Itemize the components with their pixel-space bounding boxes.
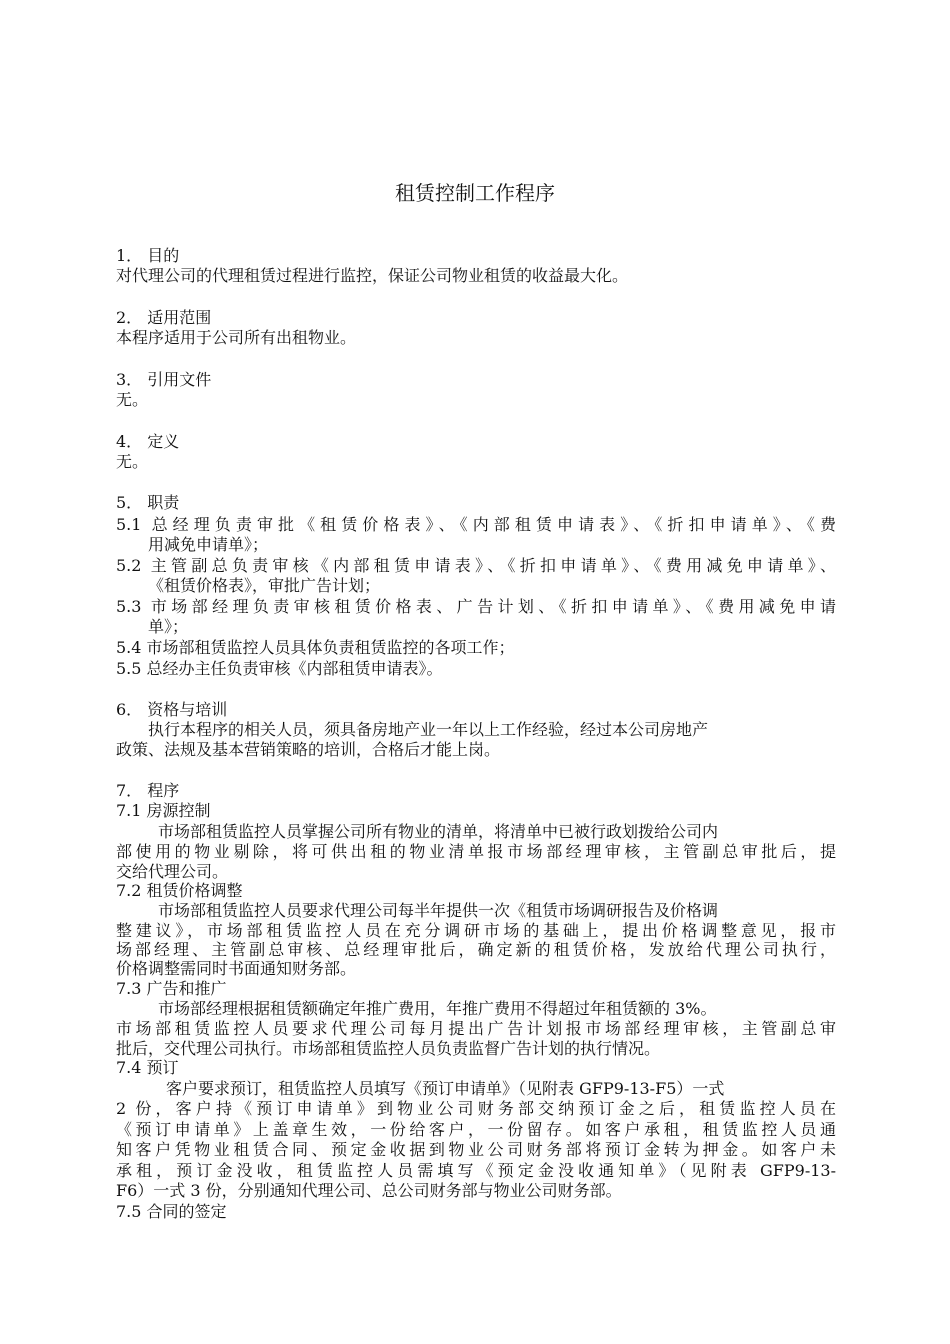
section-heading-responsibilities: 5． 职责 [116, 493, 180, 512]
section-heading-qualification: 6． 资格与培训 [116, 700, 228, 719]
section-heading-scope: 2． 适用范围 [116, 308, 212, 327]
paragraph-line: 对代理公司的代理租赁过程进行监控，保证公司物业租赁的收益最大化。 [116, 266, 629, 285]
paragraph-line: F6）一式 3 份，分别通知代理公司、总公司财务部与物业公司财务部。 [116, 1181, 622, 1200]
list-item-5-2-cont: 《租赁价格表》，审批广告计划； [148, 576, 381, 595]
document-title: 租赁控制工作程序 [395, 181, 555, 205]
subsection-heading-7-5: 7.5 合同的签定 [116, 1202, 227, 1221]
paragraph-line: 本程序适用于公司所有出租物业。 [116, 328, 357, 347]
list-item-5-1-cont: 用减免申请单》； [148, 535, 269, 554]
list-item-5-2: 5.2 主管副总负责审核《内部租赁申请表》、《折扣申请单》、《费用减免申请单》、 [116, 556, 836, 575]
paragraph-line: 2 份，客户持《预订申请单》到物业公司财务部交纳预订金之后，租赁监控人员在 [116, 1099, 836, 1118]
paragraph-line: 市场部经理根据租赁额确定年推广费用，年推广费用不得超过年租赁额的 3%。 [158, 999, 717, 1018]
paragraph-line: 市场部租赁监控人员要求代理公司每月提出广告计划报市场部经理审核，主管副总审 [116, 1019, 836, 1038]
subsection-heading-7-1: 7.1 房源控制 [116, 801, 211, 820]
list-item-5-5: 5.5 总经办主任负责审核《内部租赁申请表》。 [116, 659, 443, 678]
paragraph-line: 无。 [116, 452, 149, 471]
section-heading-references: 3． 引用文件 [116, 370, 212, 389]
paragraph-line: 场部经理、主管副总审核、总经理审批后，确定新的租赁价格，发放给代理公司执行， [116, 940, 836, 959]
paragraph-line: 客户要求预订，租赁监控人员填写《预订申请单》（见附表 GFP9-13-F5）一式 [166, 1079, 725, 1098]
paragraph-line: 承租，预订金没收，租赁监控人员需填写《预定金没收通知单》（见附表 GFP9-13- [116, 1161, 836, 1180]
paragraph-line: 部使用的物业剔除，将可供出租的物业清单报市场部经理审核，主管副总审批后，提 [116, 842, 836, 861]
list-item-5-4: 5.4 市场部租赁监控人员具体负责租赁监控的各项工作； [116, 638, 515, 657]
paragraph-line: 《预订申请单》上盖章生效，一份给客户，一份留存。如客户承租，租赁监控人员通 [116, 1120, 836, 1139]
section-heading-purpose: 1． 目的 [116, 246, 180, 265]
subsection-heading-7-4: 7.4 预订 [116, 1058, 179, 1077]
paragraph-line: 整建议》，市场部租赁监控人员在充分调研市场的基础上，提出价格调整意见，报市 [116, 921, 836, 940]
subsection-heading-7-2: 7.2 租赁价格调整 [116, 881, 243, 900]
list-item-5-3-cont: 单》； [148, 617, 189, 636]
paragraph-line: 批后，交代理公司执行。市场部租赁监控人员负责监督广告计划的执行情况。 [116, 1039, 661, 1058]
paragraph-line: 知客户凭物业租赁合同、预定金收据到物业公司财务部将预订金转为押金。如客户未 [116, 1140, 836, 1159]
paragraph-line: 政策、法规及基本营销策略的培训，合格后才能上岗。 [116, 740, 501, 759]
list-item-5-3: 5.3 市场部经理负责审核租赁价格表、广告计划、《折扣申请单》、《费用减免申请 [116, 597, 836, 616]
section-heading-definitions: 4． 定义 [116, 432, 180, 451]
paragraph-line: 执行本程序的相关人员，须具备房地产业一年以上工作经验，经过本公司房地产 [148, 720, 709, 739]
list-item-5-1: 5.1 总经理负责审批《租赁价格表》、《内部租赁申请表》、《折扣申请单》、《费 [116, 515, 836, 534]
paragraph-line: 交给代理公司。 [116, 862, 229, 881]
subsection-heading-7-3: 7.3 广告和推广 [116, 979, 227, 998]
paragraph-line: 市场部租赁监控人员要求代理公司每半年提供一次《租赁市场调研报告及价格调 [158, 901, 719, 920]
paragraph-line: 价格调整需同时书面通知财务部。 [116, 959, 357, 978]
section-heading-procedure: 7． 程序 [116, 781, 180, 800]
paragraph-line: 市场部租赁监控人员掌握公司所有物业的清单，将清单中已被行政划拨给公司内 [158, 822, 719, 841]
paragraph-line: 无。 [116, 390, 149, 409]
